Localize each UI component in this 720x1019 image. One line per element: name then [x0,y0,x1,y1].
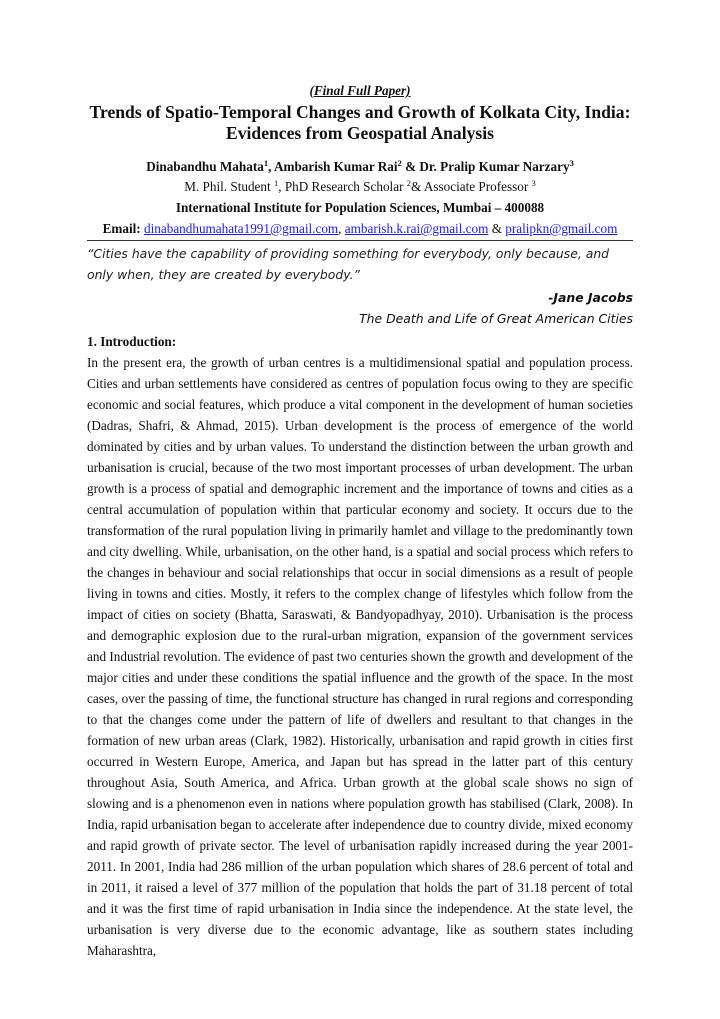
author-positions [87,178,633,196]
author-list [87,158,633,176]
email-link-2[interactable]: ambarish.k.rai@gmail.com [344,221,489,236]
author-separator: , [268,159,274,174]
paper-tag: (Final Full Paper) [309,83,411,98]
epigraph-quote: “Cities have the capability of providing something for everybody, only because, and only when, they are created by everybody.” [87,246,610,282]
paper-title [87,102,633,144]
title-line-2: Evidences from Geospatial Analysis [226,123,494,143]
header-divider [87,240,633,241]
position-3-marker: 3 [531,178,536,188]
position-2-marker: 2 [406,178,412,188]
author-3-affiliation: 3 [569,158,574,168]
author-2: Ambarish Kumar Rai [273,159,398,174]
email-label: Email: [102,221,141,236]
author-separator: & [401,159,420,174]
email-link-1[interactable]: dinabandhumahata1991@gmail.com [144,221,339,236]
institute-affiliation: International Institute for Population Sciences, Mumbai – 400088 [175,200,545,215]
position-1: M. Phil. Student [184,179,274,194]
author-2-affiliation: 2 [397,158,402,168]
section-body: In the present era, the growth of urban centres is a multidimensional spatial and population process. Cities and urban settlements have considered as centres of population focus owing to they are specific economic and social features, which produce a vital component in the development of human societies (Dadras, Shafri, & Ahmad, 2015). Urban development is the process of emergence of the world dominated by cities and by urban values. To understand the distinction between the urban growth and urbanisation is crucial, because of the two most important processes of urban development. The urban growth is a process of spatial and demographic increment and the importance of towns and cities as a central accumulation of population within that particular economy and society. It occurs due to the transformation of the rural population living in primarily hamlet and village to the predominantly town and city dwelling. While, urbanisation, on the other hand, is a spatial and social process which refers to the changes in behaviour and social relationships that occur in social dimensions as a result of people living in towns and cities. Mostly, it refers to the complex change of lifestyles which follow from the impact of cities on society (Bhatta, Saraswati, & Bandyopadhyay, 2010). Urbanisation is the process and demographic explosion due to the rural-urban migration, expansion of the government services and Industrial revolution. The evidence of past two centuries shown the growth and development of the major cities and under these conditions the spatial influence and the growth of the space. In the most cases, over the passing of time, the functional structure has changed in rural regions and corresponding to that the changes come under the pattern of life of dwellers and resultant to that changes in the formation of new urban areas (Clark, 1982). Historically, urbanisation and rapid growth in cities first occurred in Western Europe, America, and Japan but has spread in the latter part of this century throughout Asia, South America, and Africa. Urban growth at the global scale shows no sign of slowing and is a phenomenon even in nations where population growth has stabilised (Clark, 2008). In India, rapid urbanisation began to accelerate after independence due to country divide, mixed economy and rapid growth of private sector. The level of urbanisation rapidly increased during the year 2001-2011. In 2001, India had 286 million of the urban population which shares of 28.6 percent of total and in 2011, it raised a level of 377 million of the population that holds the part of 31.18 percent of total and it was the first time of rapid urbanisation in India since the independence. At the state level, the urbanisation is very diverse due to the economic advantage, like as southern states including Maharashtra, [87,355,633,958]
email-separator: & [488,221,506,236]
epigraph-author: -Jane Jacobs [548,290,633,305]
email-separator: , [338,221,345,236]
position-3: & Associate Professor [411,179,532,194]
author-3: Dr. Pralip Kumar Narzary [419,159,570,174]
section-heading: 1. Introduction: [87,334,177,349]
email-line [87,220,633,238]
page-content [87,82,633,961]
position-1-marker: 1 [273,178,279,188]
epigraph-source: The Death and Life of Great American Cities [359,311,633,326]
position-2: , PhD Research Scholar [278,179,407,194]
title-line-1: Trends of Spatio-Temporal Changes and Growth of Kolkata City, India: [89,102,631,122]
author-1-affiliation: 1 [263,158,269,168]
email-link-3[interactable]: pralipkn@gmail.com [505,221,618,236]
author-1: Dinabandhu Mahata [146,159,264,174]
